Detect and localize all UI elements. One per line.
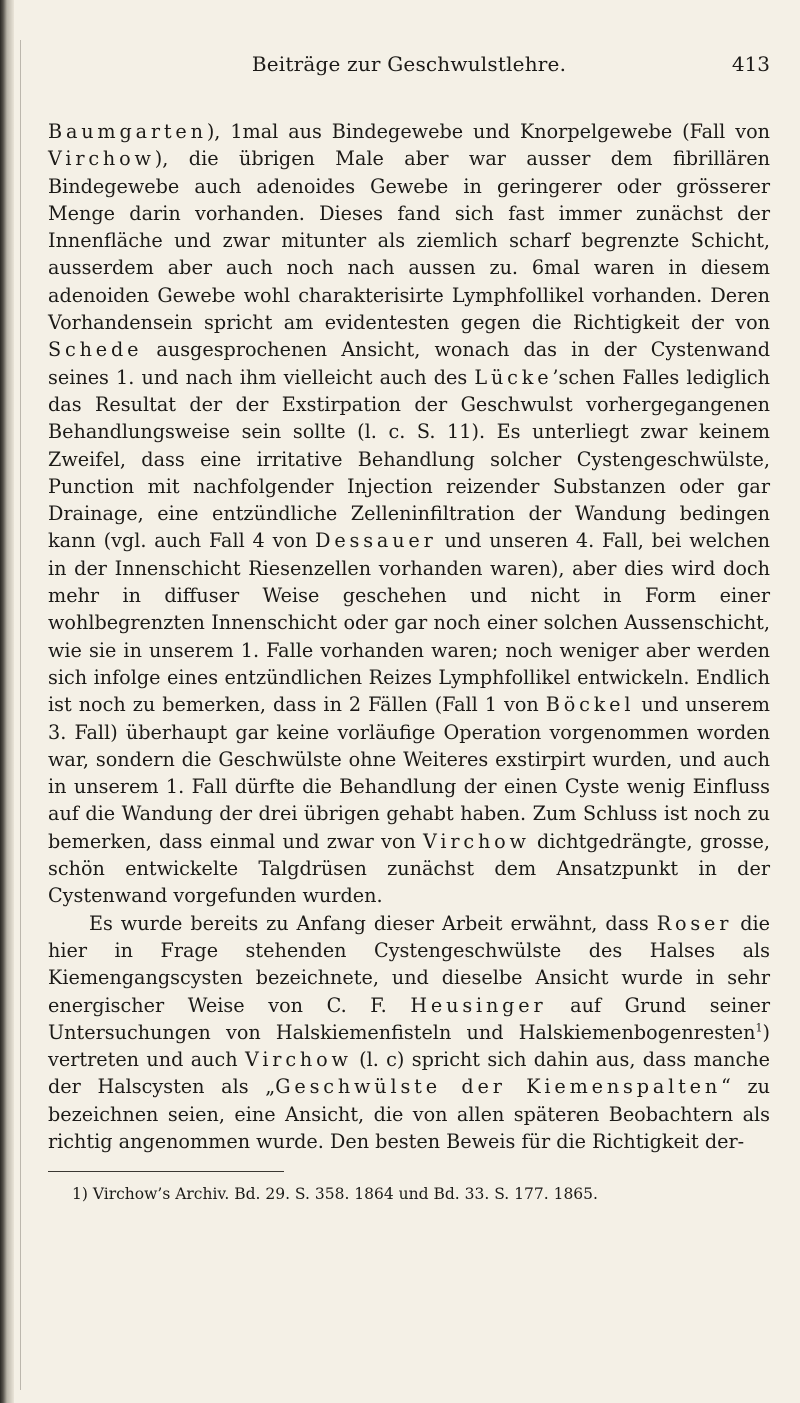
paragraph-1 bbox=[48, 118, 770, 910]
text-run: “ zu bezeichnen seien, eine Ansicht, die von allen späteren Beobachtern als richtig angenommen wurde. Den besten Beweis für die Richtigkeit der- bbox=[48, 1075, 770, 1153]
author-name-virchow: Virchow bbox=[423, 829, 530, 853]
text-run: ), die übrigen Male aber war ausser dem fibrillären Bindegewebe auch adenoides Gewebe in geringerer oder grösserer Menge darin vorhanden. Dieses fand sich fast immer zunächst der Innenfläche und zwar mitunter als ziemlich scharf begrenzte Schicht, ausserdem aber auch noch nach aussen zu. 6mal waren in diesem adenoiden Gewebe wohl charakterisirte Lymphfollikel vorhanden. Deren Vorhandensein spricht am evidentesten gegen die Richtigkeit der von bbox=[48, 147, 770, 335]
author-name-schede: Schede bbox=[48, 338, 143, 362]
text-run: ’schen Falles lediglich das Resultat der der Exstirpation der Geschwulst vorhergegangenen Behandlungsweise sein sollte (l. c. S. 11). Es unterliegt zwar keinem Zweifel, dass eine irritative Behandlung solcher Cystengeschwülste, Punction mit nachfolgender Injection reizender Substanzen oder gar Drainage, eine entzündliche Zelleninfiltration der Wandung bedingen kann (vgl. auch Fall 4 von bbox=[48, 365, 770, 553]
text-run: dichtgedrängte, grosse, schön entwickelte Talgdrüsen zunächst dem Ansatzpunkt in der Cystenwand vorgefunden wurden. bbox=[48, 829, 770, 908]
author-name-virchow: Virchow bbox=[244, 1048, 352, 1072]
text-run: und unseren 4. Fall, bei welchen in der Innenschicht Riesenzellen vorhanden waren), aber dies wird doch mehr in diffuser Weise geschehen und nicht in Form einer wohlbegrenzten Innenschicht oder gar noch einer solchen Aussenschicht, wie sie in unserem 1. Falle vorhanden waren; noch weniger aber werden sich infolge eines entzündlichen Reizes Lymphfollikel entwickeln. Endlich ist noch zu bemerken, dass in 2 Fällen (Fall 1 von bbox=[48, 529, 770, 717]
text-run: auf Grund seiner Untersuchungen von Halskiemenfisteln und Halskiemenbogenresten bbox=[48, 993, 771, 1044]
author-name-boeckel: Böckel bbox=[545, 693, 635, 717]
author-name-baumgarten: Baumgarten bbox=[48, 120, 207, 143]
footnote-reference: 1 bbox=[755, 1021, 763, 1035]
text-run: und unserem 3. Fall) überhaupt gar keine vorläufige Operation vorgenommen worden war, sondern die Geschwülste ohne Weiteres exstirpirt wurden, und auch in unserem 1. Fall dürfte die Behandlung der einen Cyste wenig Einfluss auf die Wandung der drei übrigen gehabt haben. Zum Schluss ist noch zu bemerken, dass einmal und zwar von bbox=[48, 693, 770, 853]
text-run: Es wurde bereits zu Anfang dieser Arbeit erwähnt, dass bbox=[89, 911, 657, 935]
paragraph-2 bbox=[48, 910, 770, 1156]
running-title: Beiträge zur Geschwulstlehre. bbox=[251, 52, 567, 76]
author-name-luecke: Lücke bbox=[474, 365, 553, 389]
text-run: ausgesprochenen Ansicht, wonach das in der Cystenwand seines 1. und nach ihm vielleicht auch des bbox=[48, 338, 770, 389]
footnote: 1) Virchow’s Archiv. Bd. 29. S. 358. 1864 und Bd. 33. S. 177. 1865. bbox=[72, 1185, 598, 1204]
emphasized-term: Geschwülste der Kiemenspalten bbox=[275, 1075, 722, 1099]
page-number: 413 bbox=[731, 52, 770, 76]
body-text bbox=[48, 118, 770, 1155]
footnote-divider bbox=[48, 1171, 284, 1172]
gutter-line bbox=[20, 40, 21, 1390]
author-name-virchow: Virchow bbox=[48, 147, 155, 171]
author-name-dessauer: Dessauer bbox=[315, 529, 437, 553]
running-head bbox=[48, 48, 770, 80]
text-run: ) vertreten und auch bbox=[48, 1020, 770, 1072]
text-run: die hier in Frage stehenden Cystengeschwülste des Halses als Kiemengangscysten bezeichnete, und dieselbe Ansicht wurde in sehr energischer Weise von C. F. bbox=[48, 911, 770, 1017]
book-spine-shadow bbox=[0, 0, 14, 1403]
text-run: (l. c) spricht sich dahin aus, dass manche der Halscysten als „ bbox=[48, 1048, 770, 1099]
author-name-roser: Roser bbox=[656, 911, 733, 935]
author-name-heusinger: Heusinger bbox=[410, 993, 547, 1017]
text-run: ), 1mal aus Bindegewebe und Knorpelgewebe (Fall von bbox=[206, 120, 770, 143]
book-page bbox=[48, 48, 770, 1204]
